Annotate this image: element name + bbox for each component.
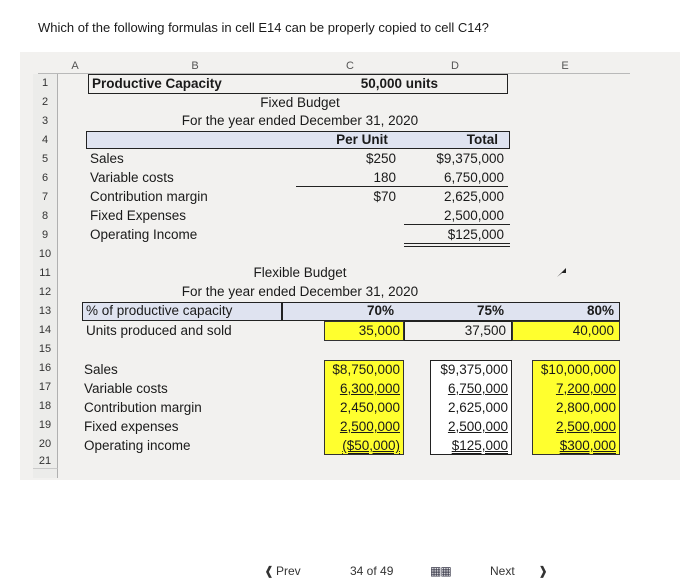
opinc-double-underline-2 <box>404 246 510 247</box>
fixed-cm-label[interactable]: Contribution margin <box>90 189 208 204</box>
fixed-cm-per-unit[interactable]: $70 <box>373 189 396 204</box>
row-header[interactable]: 5 <box>33 150 58 170</box>
col-header-d[interactable]: D <box>451 60 459 72</box>
units-e[interactable]: 40,000 <box>572 323 614 338</box>
flex-opinc-label[interactable]: Operating income <box>84 438 191 453</box>
row-header[interactable]: 16 <box>33 359 58 379</box>
capacity-label[interactable]: Productive Capacity <box>92 76 222 91</box>
opinc-double-underline-1 <box>404 243 510 244</box>
flex-fixedexp-label[interactable]: Fixed expenses <box>84 419 179 434</box>
page-indicator: 34 of 49 <box>350 564 394 578</box>
row-header[interactable]: 14 <box>33 321 58 341</box>
fixed-budget-title[interactable]: Fixed Budget <box>260 95 340 110</box>
fixed-sales-per-unit[interactable]: $250 <box>365 151 396 166</box>
fixed-budget-subtitle[interactable]: For the year ended December 31, 2020 <box>181 113 419 128</box>
fixed-cm-total[interactable]: 2,625,000 <box>443 189 504 204</box>
row-header[interactable]: 3 <box>33 112 58 132</box>
pct-d[interactable]: 75% <box>476 303 504 318</box>
col-header-b[interactable]: B <box>191 60 199 72</box>
flex-varcost-label[interactable]: Variable costs <box>84 381 168 396</box>
row-header[interactable]: 13 <box>33 302 58 322</box>
flex-e-varcost[interactable]: 7,200,000 <box>555 381 616 396</box>
flex-c-opinc[interactable]: ($50,000) <box>342 438 400 453</box>
row-header[interactable]: 10 <box>33 245 58 265</box>
per-unit-header[interactable]: Per Unit <box>336 132 388 147</box>
row-header[interactable]: 21 <box>33 454 58 469</box>
row-header[interactable]: 9 <box>33 226 58 246</box>
pct-e[interactable]: 80% <box>586 303 614 318</box>
total-header[interactable]: Total <box>466 132 498 147</box>
flex-e-sales[interactable]: $10,000,000 <box>540 362 616 377</box>
fixed-expenses-label[interactable]: Fixed Expenses <box>90 208 187 223</box>
col-header-c[interactable]: C <box>346 60 354 72</box>
fixed-opinc-total[interactable]: $125,000 <box>447 227 504 242</box>
fixed-varcost-per-unit[interactable]: 180 <box>373 170 396 185</box>
prev-button[interactable]: Prev <box>276 564 301 578</box>
fixed-sales-label[interactable]: Sales <box>90 151 124 166</box>
fixed-expenses-total[interactable]: 2,500,000 <box>443 208 504 223</box>
prev-icon[interactable]: ❰ <box>264 564 275 578</box>
flex-c-sales[interactable]: $8,750,000 <box>332 362 400 377</box>
fixed-sales-total[interactable]: $9,375,000 <box>436 151 504 166</box>
row-header[interactable]: 6 <box>33 169 58 189</box>
row-header[interactable]: 17 <box>33 378 58 398</box>
flex-c-cm[interactable]: 2,450,000 <box>339 400 400 415</box>
col-header-a[interactable]: A <box>71 60 79 72</box>
fixed-varcost-label[interactable]: Variable costs <box>90 170 174 185</box>
capacity-value[interactable]: 50,000 units <box>360 76 438 91</box>
next-icon[interactable]: ❱ <box>538 564 549 578</box>
row-header[interactable]: 19 <box>33 416 58 436</box>
units-c[interactable]: 35,000 <box>358 323 400 338</box>
flex-sales-label[interactable]: Sales <box>84 362 118 377</box>
flex-e-fixedexp[interactable]: 2,500,000 <box>555 419 616 434</box>
col-header-e[interactable]: E <box>561 60 569 72</box>
row-header[interactable]: 8 <box>33 207 58 227</box>
row-header[interactable]: 1 <box>33 74 58 94</box>
row-header[interactable]: 12 <box>33 283 58 303</box>
flex-e-opinc[interactable]: $300,000 <box>559 438 616 453</box>
row-header[interactable]: 18 <box>33 397 58 417</box>
next-button[interactable]: Next <box>490 564 515 578</box>
units-d[interactable]: 37,500 <box>464 323 506 338</box>
flex-c-varcost[interactable]: 6,300,000 <box>339 381 400 396</box>
pct-capacity-label[interactable]: % of productive capacity <box>86 303 233 318</box>
row-header[interactable]: 11 <box>33 264 58 284</box>
question-text: Which of the following formulas in cell E14 can be properly copied to cell C14? <box>38 20 489 35</box>
row-header[interactable]: 4 <box>33 131 58 151</box>
expenses-underline <box>404 224 510 225</box>
units-label[interactable]: Units produced and sold <box>86 323 232 338</box>
fixed-opinc-label[interactable]: Operating Income <box>90 227 198 242</box>
flexible-budget-subtitle[interactable]: For the year ended December 31, 2020 <box>181 284 419 299</box>
flex-d-varcost[interactable]: 6,750,000 <box>447 381 508 396</box>
flex-e-cm[interactable]: 2,800,000 <box>555 400 616 415</box>
pct-c[interactable]: 70% <box>366 303 394 318</box>
flex-d-fixedexp[interactable]: 2,500,000 <box>447 419 508 434</box>
flexible-budget-title[interactable]: Flexible Budget <box>253 265 347 280</box>
row-header[interactable]: 15 <box>33 340 58 360</box>
row-header[interactable]: 2 <box>33 93 58 113</box>
varcost-underline <box>296 186 508 187</box>
flex-d-sales[interactable]: $9,375,000 <box>440 362 508 377</box>
flex-cm-label[interactable]: Contribution margin <box>84 400 202 415</box>
fixed-varcost-total[interactable]: 6,750,000 <box>443 170 504 185</box>
row-header[interactable]: 20 <box>33 435 58 455</box>
row-header[interactable]: 7 <box>33 188 58 208</box>
grid-icon[interactable]: ▦▦ <box>430 564 451 578</box>
cursor-icon <box>556 266 568 278</box>
flex-c-fixedexp[interactable]: 2,500,000 <box>339 419 400 434</box>
flex-d-cm[interactable]: 2,625,000 <box>447 400 508 415</box>
flex-d-opinc[interactable]: $125,000 <box>451 438 508 453</box>
